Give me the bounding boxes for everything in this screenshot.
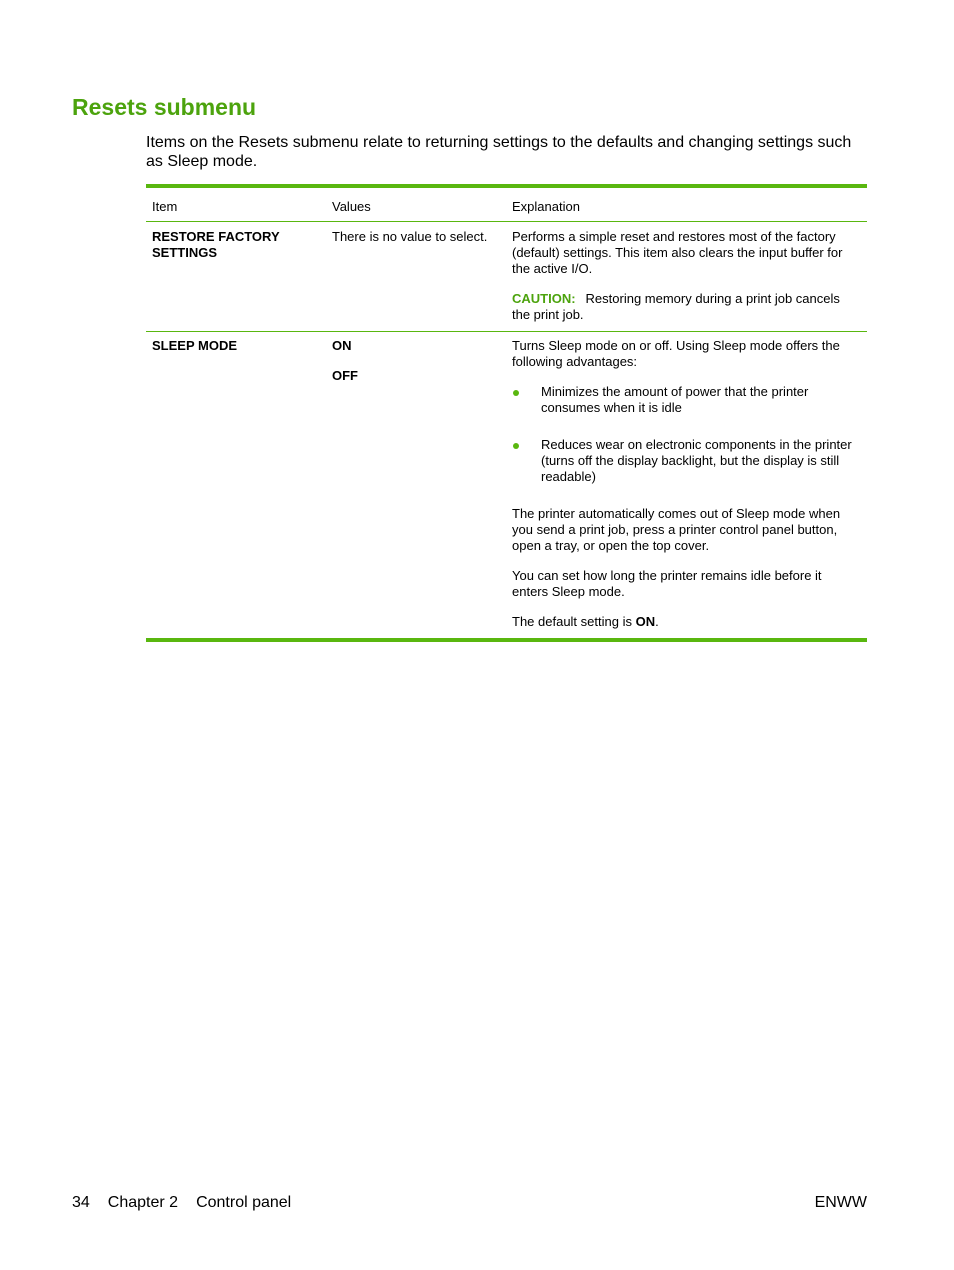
default-value: ON (635, 614, 656, 629)
value-cell (326, 332, 506, 638)
intro-paragraph: Items on the Resets submenu relate to returning settings to the defaults and changing settings such as Sleep mode. (146, 134, 852, 170)
value-cell: There is no value to select. (332, 229, 488, 244)
column-header-values: Values (332, 199, 371, 214)
table-row-restore-factory-settings (146, 221, 867, 331)
table-row-sleep-mode (146, 331, 867, 638)
explanation-cell (506, 332, 867, 638)
list-item (512, 437, 861, 485)
default-setting (512, 614, 861, 630)
chapter-label: Chapter 2 (107, 1194, 179, 1211)
advantages-list (512, 384, 861, 485)
explanation-cell (506, 222, 867, 331)
footer-right: ENWW (814, 1194, 867, 1211)
bullet-icon (513, 390, 519, 396)
footer-left (72, 1193, 291, 1212)
explanation-text: Performs a simple reset and restores most of the factory (default) settings. This item also clears the input buffer for the active I/O. (512, 229, 843, 276)
column-header-explanation: Explanation (512, 199, 580, 214)
item-cell: SLEEP MODE (152, 338, 238, 353)
column-header-item: Item (152, 199, 178, 214)
default-suffix: . (655, 614, 659, 629)
caution-note (512, 291, 861, 323)
resets-submenu-table (146, 184, 867, 642)
caution-label: CAUTION: (512, 291, 576, 306)
list-item (512, 384, 861, 416)
caution-text: Restoring memory during a print job cancels the print job. (512, 291, 840, 322)
list-item-text: Reduces wear on electronic components in the printer (turns off the display backlight, but the display is still readable) (541, 437, 852, 484)
wake-paragraph: The printer automatically comes out of Sleep mode when you send a print job, press a printer control panel button, open a tray, or open the top cover. (512, 506, 841, 553)
value-on: ON (332, 338, 352, 353)
page-number: 34 (72, 1194, 90, 1211)
item-name-line2: SETTINGS (152, 245, 218, 260)
item-cell (146, 222, 326, 331)
page-title: Resets submenu (72, 94, 257, 120)
page-footer (72, 1193, 867, 1212)
item-name-line1: RESTORE FACTORY (152, 229, 280, 244)
list-item-text: Minimizes the amount of power that the printer consumes when it is idle (541, 384, 809, 415)
idle-paragraph: You can set how long the printer remains idle before it enters Sleep mode. (512, 568, 822, 599)
value-off: OFF (332, 368, 358, 383)
bullet-icon (513, 443, 519, 449)
explanation-intro: Turns Sleep mode on or off. Using Sleep mode offers the following advantages: (512, 338, 840, 369)
default-prefix: The default setting is (512, 614, 636, 629)
table-header-row (146, 188, 867, 221)
section-label: Control panel (196, 1194, 292, 1211)
